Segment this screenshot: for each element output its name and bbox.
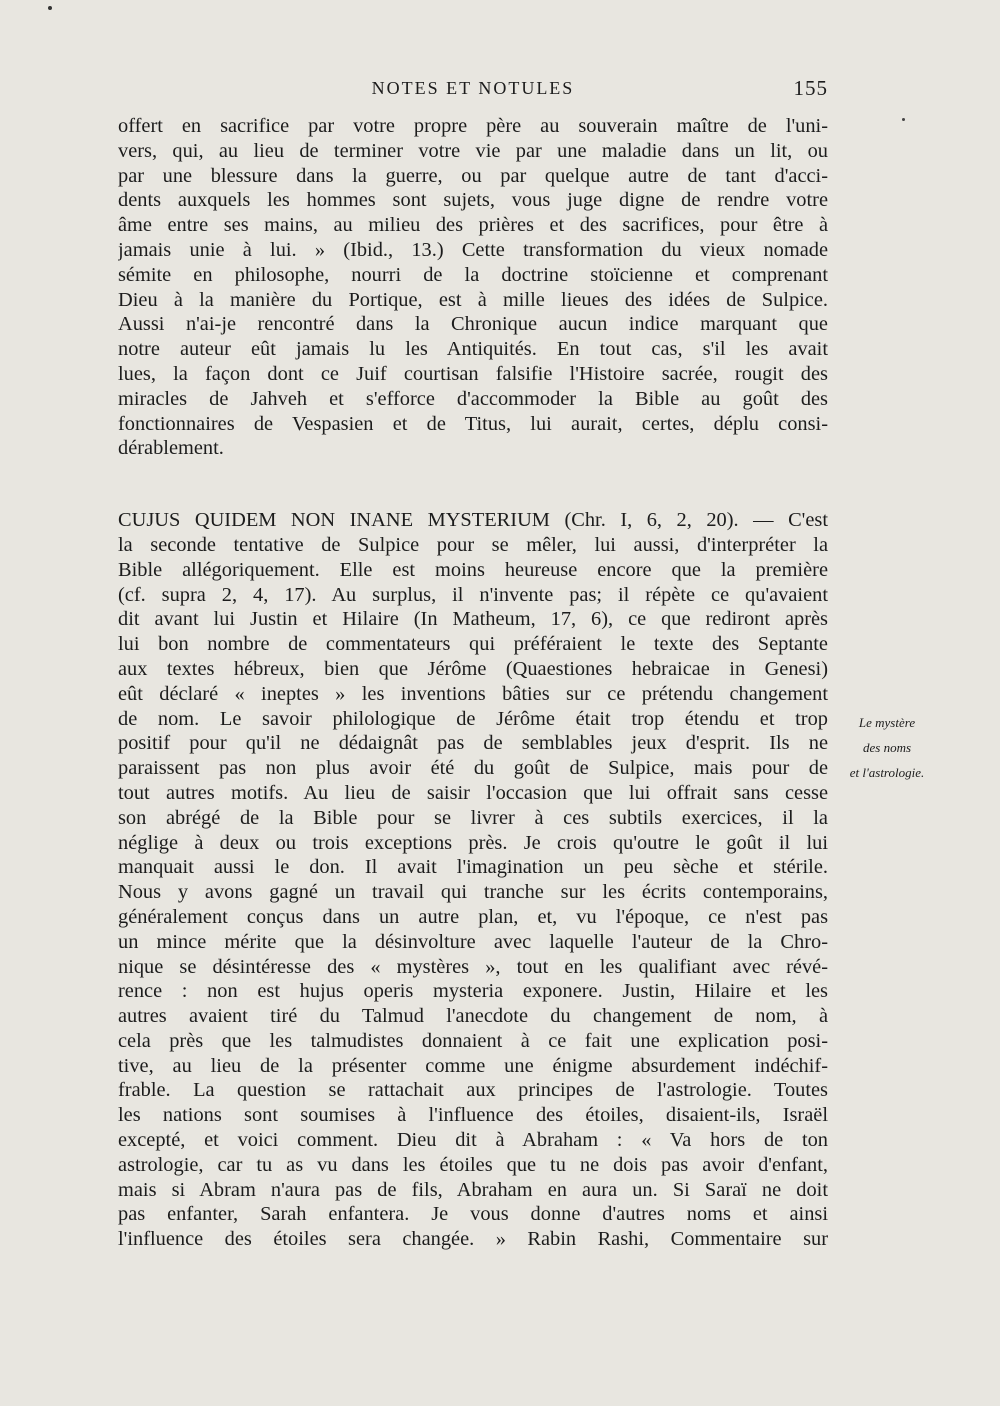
text-line: sémite en philosophe, nourri de la doctrine stoïcienne et comprenant [118,263,828,286]
text-line: généralement conçus dans un autre plan, et, vu l'époque, ce n'est pas [118,905,828,928]
text-line: positif pour qu'il ne dédaignât pas de semblables jeux d'esprit. Ils ne [118,732,828,755]
page-header [118,78,828,104]
body-text [118,114,828,1252]
paragraph-gap [118,461,828,508]
text-line: pas enfanter, Sarah enfantera. Je vous donne d'autres noms et ainsi [118,1203,828,1226]
text-line: Aussi n'ai-je rencontré dans la Chronique aucun indice marquant que [118,313,828,336]
text-line: fonctionnaires de Vespasien et de Titus, lui aurait, certes, déplu consi- [118,412,828,435]
text-line: (cf. supra 2, 4, 17). Au surplus, il n'invente pas; il répète ce qu'avaient [118,583,828,606]
text-line: offert en sacrifice par votre propre père au souverain maître de l'uni- [118,115,828,137]
text-line: Dieu à la manière du Portique, est à mille lieues des idées de Sulpice. [118,288,828,311]
text-line: paraissent pas non plus avoir été du goût de Sulpice, mais pour de [118,757,828,780]
text-line: lui bon nombre de commentateurs qui préféraient le texte des Septante [118,633,828,656]
text-line: autres avaient tiré du Talmud l'anecdote du changement de nom, à [118,1005,828,1028]
text-line: rence : non est hujus operis mysteria exponere. Justin, Hilaire et les [118,980,828,1003]
text-line: de nom. Le savoir philologique de Jérôme était trop étendu et trop [118,707,828,730]
text-line: excepté, et voici comment. Dieu dit à Abraham : « Va hors de ton [118,1129,828,1152]
text-line: frable. La question se rattachait aux principes de l'astrologie. Toutes [118,1079,828,1102]
text-line: vers, qui, au lieu de terminer votre vie par une maladie dans un lit, ou [118,139,828,162]
ink-speck [48,6,52,10]
text-line: tive, au lieu de la présenter comme une énigme absurdement indéchif- [118,1054,828,1077]
margin-note-line: des noms [862,740,912,755]
text-line: dit avant lui Justin et Hilaire (In Matheum, 17, 6), ce que rediront après [118,608,828,631]
text-line: lues, la façon dont ce Juif courtisan falsifie l'Histoire sacrée, rougit des [118,362,828,385]
text-line: nique se désintéresse des « mystères », tout en les qualifiant avec révé- [118,955,828,978]
text-line: jamais unie à lui. » (Ibid., 13.) Cette transformation du vieux nomade [118,238,828,261]
text-line: par une blessure dans la guerre, ou par quelque autre de tant d'acci- [118,164,828,187]
margin-note [832,710,942,785]
text-line: âme entre ses mains, au milieu des prières et des sacrifices, pour être à [118,214,828,237]
text-line: un mince mérite que la désinvolture avec laquelle l'auteur de la Chro- [118,930,828,953]
running-head: NOTES ET NOTULES [371,78,575,98]
text-line: son abrégé de la Bible pour se livrer à ces subtils exercices, il la [118,806,828,829]
text-line: Bible allégoriquement. Elle est moins heureuse encore que la première [118,558,828,581]
text-line: l'influence des étoiles sera changée. » Rabin Rashi, Commentaire sur [118,1228,828,1251]
text-line: cela près que les talmudistes donnaient à ce fait une explication posi- [118,1029,828,1052]
text-line: dérablement. [118,437,224,460]
text-line: eût déclaré « ineptes » les inventions bâties sur ce prétendu changement [118,682,828,705]
page-number: 155 [793,76,828,100]
text-line: manquait aussi le don. Il avait l'imagination un peu sèche et stérile. [118,856,828,879]
text-line: CUJUS QUIDEM NON INANE MYSTERIUM (Chr. I, 6, 2, 20). — C'est [118,509,828,532]
text-line: les nations sont soumises à l'influence des étoiles, disaient-ils, Israël [118,1104,828,1127]
margin-note-line: Le mystère [858,715,916,730]
paragraph-1 [118,114,828,461]
text-line: notre auteur eût jamais lu les Antiquités. En tout cas, s'il les avait [118,338,828,361]
text-line: miracles de Jahveh et s'efforce d'accommoder la Bible au goût des [118,387,828,410]
text-line: la seconde tentative de Sulpice pour se mêler, lui aussi, d'interpréter la [118,533,828,556]
text-line: tout autres motifs. Au lieu de saisir l'occasion que lui offrait sans cesse [118,781,828,804]
ink-speck [902,118,905,121]
text-line: néglige à deux ou trois exceptions près. Je crois qu'outre le goût il lui [118,831,828,854]
text-line: dents auxquels les hommes sont sujets, vous juge digne de rendre votre [118,189,828,212]
text-line: Nous y avons gagné un travail qui tranche sur les écrits contemporains, [118,881,828,904]
paragraph-2 [118,508,828,1252]
text-line: aux textes hébreux, bien que Jérôme (Quaestiones hebraicae in Genesi) [118,657,828,680]
margin-note-line: et l'astrologie. [849,765,925,780]
text-line: astrologie, car tu as vu dans les étoiles que tu ne dois pas avoir d'enfant, [118,1153,828,1176]
text-line: mais si Abram n'aura pas de fils, Abraham en aura un. Si Saraï ne doit [118,1178,828,1201]
